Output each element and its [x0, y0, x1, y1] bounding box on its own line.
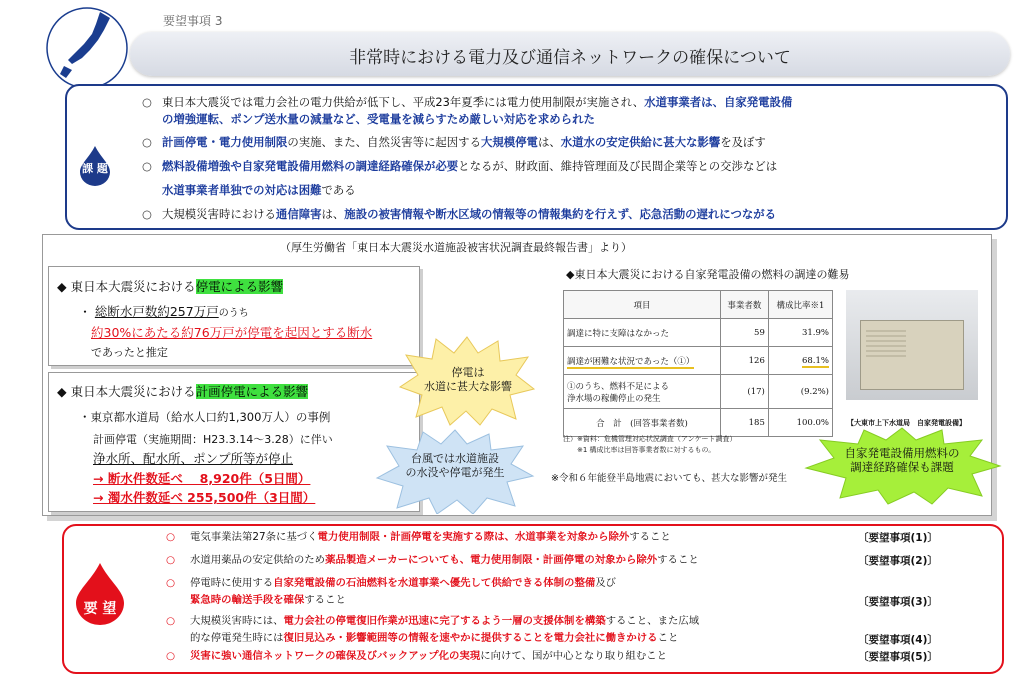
- fuel-heading: ◆東日本大震災における自家発電設備の燃料の調達の難易: [566, 268, 850, 281]
- issue-row: ○ 計画停電・電力使用制限の実施、また、自然災害等に起因する大規模停電は、水道水の安定供給に甚大な影響を及ぼす: [142, 135, 766, 149]
- planned-outage-box: ◆ 東日本大震災における計画停電による影響 ・東京都水道局（給水人口約1,300万人）の事例 計画停電（実施期間：H23.3.14～3.28）に伴い 浄水所、配水所、ポンプ所等が停止 → 断水件数延べ 8,920件（5日間） → 濁水件数延べ 255,500件（3日間）: [48, 372, 420, 512]
- demand-row: ○ 大規模災害時には、電力会社の停電復旧作業が迅速に完了するよう一層の支援体制を構築すること、また広域: [166, 615, 700, 627]
- demand-ref: 〔要望事項(2)〕: [858, 555, 938, 567]
- demand-row: 的な停電発生時には復旧見込み・影響範囲等の情報を速やかに提供することを電力会社に働きかけること: [190, 632, 679, 644]
- noto-note: ※令和６年能登半島地震においても、甚大な影響が発生: [551, 473, 787, 484]
- demand-row: ○ 災害に強い通信ネットワークの確保及びバックアップ化の実現に向けて、国が中心となり取り組むこと: [166, 650, 668, 662]
- issue-row: の増強運転、ポンプ送水量の減量など、受電量を減らすため厳しい対応を求められた: [162, 112, 595, 126]
- page-title: 非常時における電力及び通信ネットワークの確保について: [349, 48, 791, 68]
- issue-row: 水道事業者単独での対応は困難である: [162, 183, 356, 197]
- burst-green-text: 自家発電設備用燃料の 調達経路確保も課題: [844, 446, 960, 474]
- burst-yellow-text: 停電は 水道に甚大な影響: [424, 366, 512, 393]
- demand-row: ○ 水道用薬品の安定供給のため薬品製造メーカーについても、電力使用制限・計画停電の対象から除外すること: [166, 554, 699, 566]
- photo-caption: 【大東市上下水道局 自家発電設備】: [847, 419, 966, 427]
- burst-blue-text: 台風では水道施設 の水没や停電が発生: [405, 452, 505, 479]
- issues-label: 課 題: [82, 162, 108, 175]
- issue-row: ○ 大規模災害時における通信障害は、施設の被害情報や断水区域の情報等の情報集約を行えず、応急活動の遅れにつながる: [142, 207, 777, 221]
- generator-photo: [846, 290, 978, 400]
- demand-row: ○ 電気事業法第27条に基づく電力使用制限・計画停電を実施する際は、水道事業を対象から除外すること: [166, 531, 671, 543]
- demand-row: ○ 停電時に使用する自家発電設備の石油燃料を水道事業へ優先して供給できる体制の整備及び: [166, 577, 617, 589]
- issue-row: ○ 燃料設備増強や自家発電設備用燃料の調達経路確保が必要となるが、財政面、維持管理面及び民間企業等との交渉などは: [142, 159, 778, 173]
- issue-row: ○ 東日本大震災では電力会社の電力供給が低下し、平成23年夏季には電力使用制限が実施され、水道事業者は、自家発電設備: [142, 95, 793, 109]
- demand-ref: 〔要望事項(1)〕: [858, 532, 938, 544]
- fuel-notes: 注）※資料：危機管理対応状況調査（アンケート調査） ※1 構成比率は回答事業者数に対するもの。: [563, 435, 737, 454]
- demand-ref: 〔要望事項(5)〕: [858, 651, 938, 663]
- fuel-table: 項目 事業者数 構成比率※1 調達に特に支障はなかった 59 31.9% 調達が困難な状況であった（①） 126 68.1% ①のうち、燃料不足による 浄水場の稼働停止の発生 (17) (9.2%) 合 計 (回答事業者数) 185 100.0%: [563, 290, 833, 437]
- demand-ref: 〔要望事項(3)〕: [858, 596, 938, 608]
- demands-label: 要 望: [83, 601, 117, 617]
- panel-source: （厚生労働省「東日本大震災水道施設被害状況調査最終報告書」より）: [280, 241, 632, 254]
- outage-box: ◆ 東日本大震災における停電による影響 ・ 総断水戸数約257万戸のうち 約30%にあたる約76万戸が停電を起因とする断水 であったと推定: [48, 266, 420, 366]
- demand-row: 緊急時の輸送手段を確保すること: [190, 594, 346, 606]
- section-label: 要望事項 3: [163, 14, 223, 28]
- demand-ref: 〔要望事項(4)〕: [858, 634, 938, 646]
